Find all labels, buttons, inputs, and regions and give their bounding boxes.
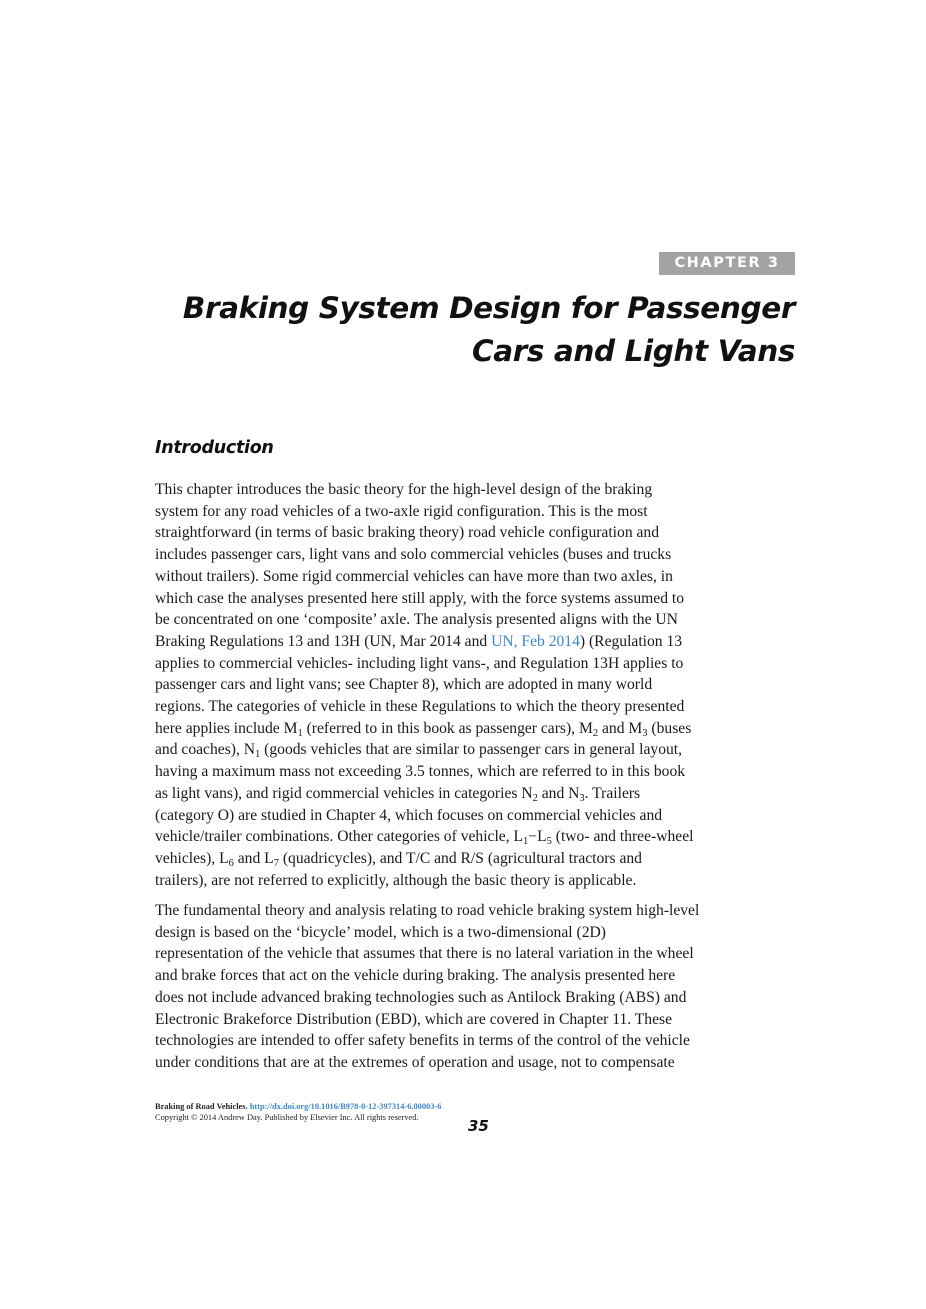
text-line: under conditions that are at the extremes of operation and usage, not to compensate bbox=[155, 1053, 675, 1071]
text-run: −L bbox=[528, 828, 547, 846]
text-run: . Trailers bbox=[584, 784, 641, 802]
text-run: here applies include M bbox=[155, 719, 298, 737]
body-paragraph bbox=[155, 479, 693, 891]
book-title: Braking of Road Vehicles. bbox=[155, 1102, 248, 1111]
text-line: includes passenger cars, light vans and solo commercial vehicles (buses and trucks bbox=[155, 546, 672, 564]
footer-citation bbox=[155, 1101, 441, 1112]
chapter-badge: CHAPTER 3 bbox=[659, 252, 795, 275]
text-run: (buses bbox=[647, 719, 692, 737]
text-run: Braking Regulations 13 and 13H (UN, Mar 2014 and bbox=[155, 632, 492, 650]
text-line bbox=[155, 826, 693, 848]
body-paragraph bbox=[155, 900, 699, 1074]
text-run: and coaches), N bbox=[155, 741, 256, 759]
text-run: and N bbox=[537, 784, 580, 802]
text-run: vehicles), L bbox=[155, 849, 229, 867]
text-line: having a maximum mass not exceeding 3.5 tonnes, which are referred to in this book bbox=[155, 763, 686, 781]
text-line: This chapter introduces the basic theory for the high-level design of the braking bbox=[155, 481, 653, 498]
chapter-title-line: Braking System Design for Passenger bbox=[182, 291, 795, 325]
text-line: which case the analyses presented here still apply, with the force systems assumed to bbox=[155, 589, 685, 607]
copyright-notice: Copyright © 2014 Andrew Day. Published by Elsevier Inc. All rights reserved. bbox=[155, 1113, 419, 1122]
text-run: and L bbox=[233, 849, 274, 867]
doi-link[interactable]: http://dx.doi.org/10.1016/B978-0-12-397314-6.00003-6 bbox=[249, 1102, 442, 1111]
text-line: regions. The categories of vehicle in these Regulations to which the theory presented bbox=[155, 698, 685, 716]
subscript: 6 bbox=[228, 857, 234, 869]
chapter-title-line: Cars and Light Vans bbox=[471, 334, 795, 368]
text-line bbox=[155, 783, 693, 805]
text-line: system for any road vehicles of a two-axle rigid configuration. This is the most bbox=[155, 502, 648, 520]
subscript: 7 bbox=[273, 857, 279, 869]
text-line: technologies are intended to offer safety benefits in terms of the control of the vehicle bbox=[155, 1032, 690, 1050]
subscript: 1 bbox=[523, 836, 529, 848]
text-line: design is based on the ‘bicycle’ model, which is a two-dimensional (2D) bbox=[155, 923, 606, 941]
text-run: vehicle/trailer combinations. Other categories of vehicle, L bbox=[155, 828, 524, 846]
text-run: (goods vehicles that are similar to passenger cars in general layout, bbox=[260, 741, 683, 759]
text-line: trailers), are not referred to explicitly, although the basic theory is applicable. bbox=[155, 871, 637, 889]
text-line: applies to commercial vehicles- including light vans-, and Regulation 13H applies to bbox=[155, 654, 684, 672]
text-line: The fundamental theory and analysis relating to road vehicle braking system high-level bbox=[155, 902, 700, 919]
text-run: ) (Regulation 13 bbox=[579, 632, 683, 650]
text-line: without trailers). Some rigid commercial vehicles can have more than two axles, in bbox=[155, 567, 673, 585]
text-run: as light vans), and rigid commercial vehicles in categories N bbox=[155, 784, 533, 802]
text-line: representation of the vehicle that assumes that there is no lateral variation in the wheel bbox=[155, 945, 694, 963]
subscript: 2 bbox=[532, 792, 538, 804]
subscript: 3 bbox=[579, 792, 585, 804]
text-line bbox=[155, 739, 693, 761]
text-line bbox=[155, 848, 693, 870]
subscript: 1 bbox=[255, 749, 261, 761]
subscript: 3 bbox=[642, 727, 648, 739]
text-run: (referred to in this book as passenger cars), M bbox=[302, 719, 593, 737]
text-line: be concentrated on one ‘composite’ axle. The analysis presented aligns with the UN bbox=[155, 611, 678, 629]
text-line bbox=[155, 718, 693, 740]
text-run: (two- and three-wheel bbox=[551, 828, 694, 846]
text-line: straightforward (in terms of basic braking theory) road vehicle configuration and bbox=[155, 524, 660, 542]
page-footer bbox=[155, 1101, 441, 1123]
chapter-title bbox=[175, 287, 795, 373]
text-line: passenger cars and light vans; see Chapter 8), which are adopted in many world bbox=[155, 676, 653, 694]
subscript: 1 bbox=[297, 727, 303, 739]
text-line: does not include advanced braking technologies such as Antilock Braking (ABS) and bbox=[155, 988, 687, 1006]
text-run: (quadricycles), and T/C and R/S (agricultural tractors and bbox=[278, 849, 642, 867]
text-line: (category O) are studied in Chapter 4, which focuses on commercial vehicles and bbox=[155, 806, 663, 824]
text-line bbox=[155, 631, 693, 653]
subscript: 2 bbox=[592, 727, 599, 739]
section-heading: Introduction bbox=[155, 438, 274, 458]
subscript: 5 bbox=[546, 836, 552, 848]
page-number: 35 bbox=[468, 1117, 489, 1135]
citation-link[interactable]: UN, Feb 2014 bbox=[491, 632, 580, 650]
text-line: and brake forces that act on the vehicle during braking. The analysis presented here bbox=[155, 967, 676, 985]
text-line: Electronic Brakeforce Distribution (EBD), which are covered in Chapter 11. These bbox=[155, 1010, 673, 1028]
text-run: and M bbox=[598, 719, 643, 737]
